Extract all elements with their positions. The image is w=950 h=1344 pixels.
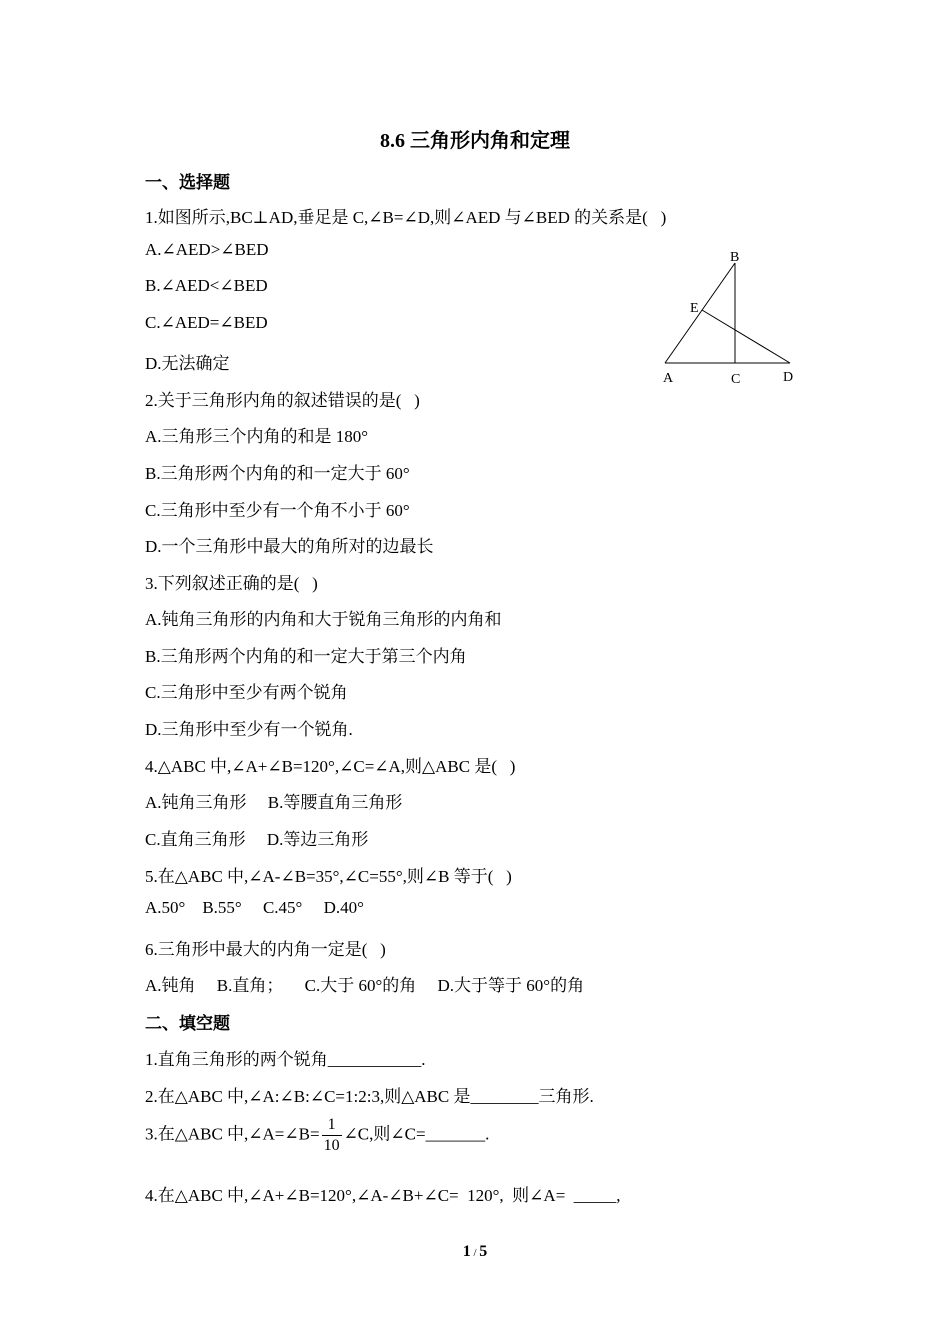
label-C: C	[731, 372, 741, 387]
q6-stem: 6.三角形中最大的内角一定是( )	[145, 940, 386, 959]
page-footer	[0, 1243, 950, 1261]
q1-option-d: D.无法确定	[145, 354, 230, 373]
fill-3-after: ∠C,则∠C=_______.	[343, 1124, 490, 1144]
q5-options: A.50° B.55° C.45° D.40°	[145, 898, 364, 917]
q3-stem: 3.下列叙述正确的是( )	[145, 574, 318, 593]
q4-options-cd: C.直角三角形 D.等边三角形	[145, 830, 369, 849]
section-heading-choice: 一、选择题	[145, 173, 230, 192]
q4-stem: 4.△ABC 中,∠A+∠B=120°,∠C=∠A,则△ABC 是( )	[145, 757, 516, 776]
q4-options-ab: A.钝角三角形 B.等腰直角三角形	[145, 793, 403, 812]
page-separator: /	[470, 1247, 480, 1259]
page-total: 5	[479, 1243, 488, 1260]
q2-option-d: D.一个三角形中最大的角所对的边最长	[145, 537, 434, 556]
q3-option-a: A.钝角三角形的内角和大于锐角三角形的内角和	[145, 610, 502, 629]
q2-option-c: C.三角形中至少有一个角不小于 60°	[145, 501, 410, 520]
q1-option-a: A.∠AED>∠BED	[145, 240, 269, 259]
triangle-figure	[655, 245, 805, 395]
fill-3	[145, 1117, 489, 1154]
q1-option-b: B.∠AED<∠BED	[145, 276, 268, 295]
q2-option-b: B.三角形两个内角的和一定大于 60°	[145, 464, 410, 483]
q1-stem: 1.如图所示,BC⊥AD,垂足是 C,∠B=∠D,则∠AED 与∠BED 的关系是( )	[145, 208, 667, 227]
fraction-one-tenth	[322, 1117, 342, 1154]
fill-3-before: 3.在△ABC 中,∠A=∠B=	[145, 1124, 320, 1144]
fill-1: 1.直角三角形的两个锐角___________.	[145, 1050, 426, 1069]
label-B: B	[730, 250, 740, 265]
q2-stem: 2.关于三角形内角的叙述错误的是( )	[145, 391, 420, 410]
section-heading-fill: 二、填空题	[145, 1014, 230, 1033]
fill-4: 4.在△ABC 中,∠A+∠B=120°,∠A-∠B+∠C= 120°, 则∠A= _____,	[145, 1186, 621, 1205]
label-A: A	[663, 371, 674, 386]
fill-2: 2.在△ABC 中,∠A:∠B:∠C=1:2:3,则△ABC 是________三角形.	[145, 1087, 594, 1106]
fraction-denominator: 10	[323, 1137, 340, 1154]
q1-option-c: C.∠AED=∠BED	[145, 313, 268, 332]
q2-option-a: A.三角形三个内角的和是 180°	[145, 427, 369, 446]
segment-AB	[665, 263, 735, 363]
segment-ED	[702, 310, 790, 363]
label-D: D	[783, 370, 794, 385]
q6-options: A.钝角 B.直角； C.大于 60°的角 D.大于等于 60°的角	[145, 976, 585, 995]
page-number: 1	[462, 1243, 471, 1260]
q3-option-b: B.三角形两个内角的和一定大于第三个内角	[145, 647, 467, 666]
q3-option-d: D.三角形中至少有一个锐角.	[145, 720, 353, 739]
q3-option-c: C.三角形中至少有两个锐角	[145, 683, 348, 702]
label-E: E	[690, 301, 699, 316]
q5-stem: 5.在△ABC 中,∠A-∠B=35°,∠C=55°,则∠B 等于( )	[145, 867, 512, 886]
page-title: 8.6 三角形内角和定理	[380, 130, 570, 152]
fraction-numerator: 1	[322, 1117, 342, 1136]
